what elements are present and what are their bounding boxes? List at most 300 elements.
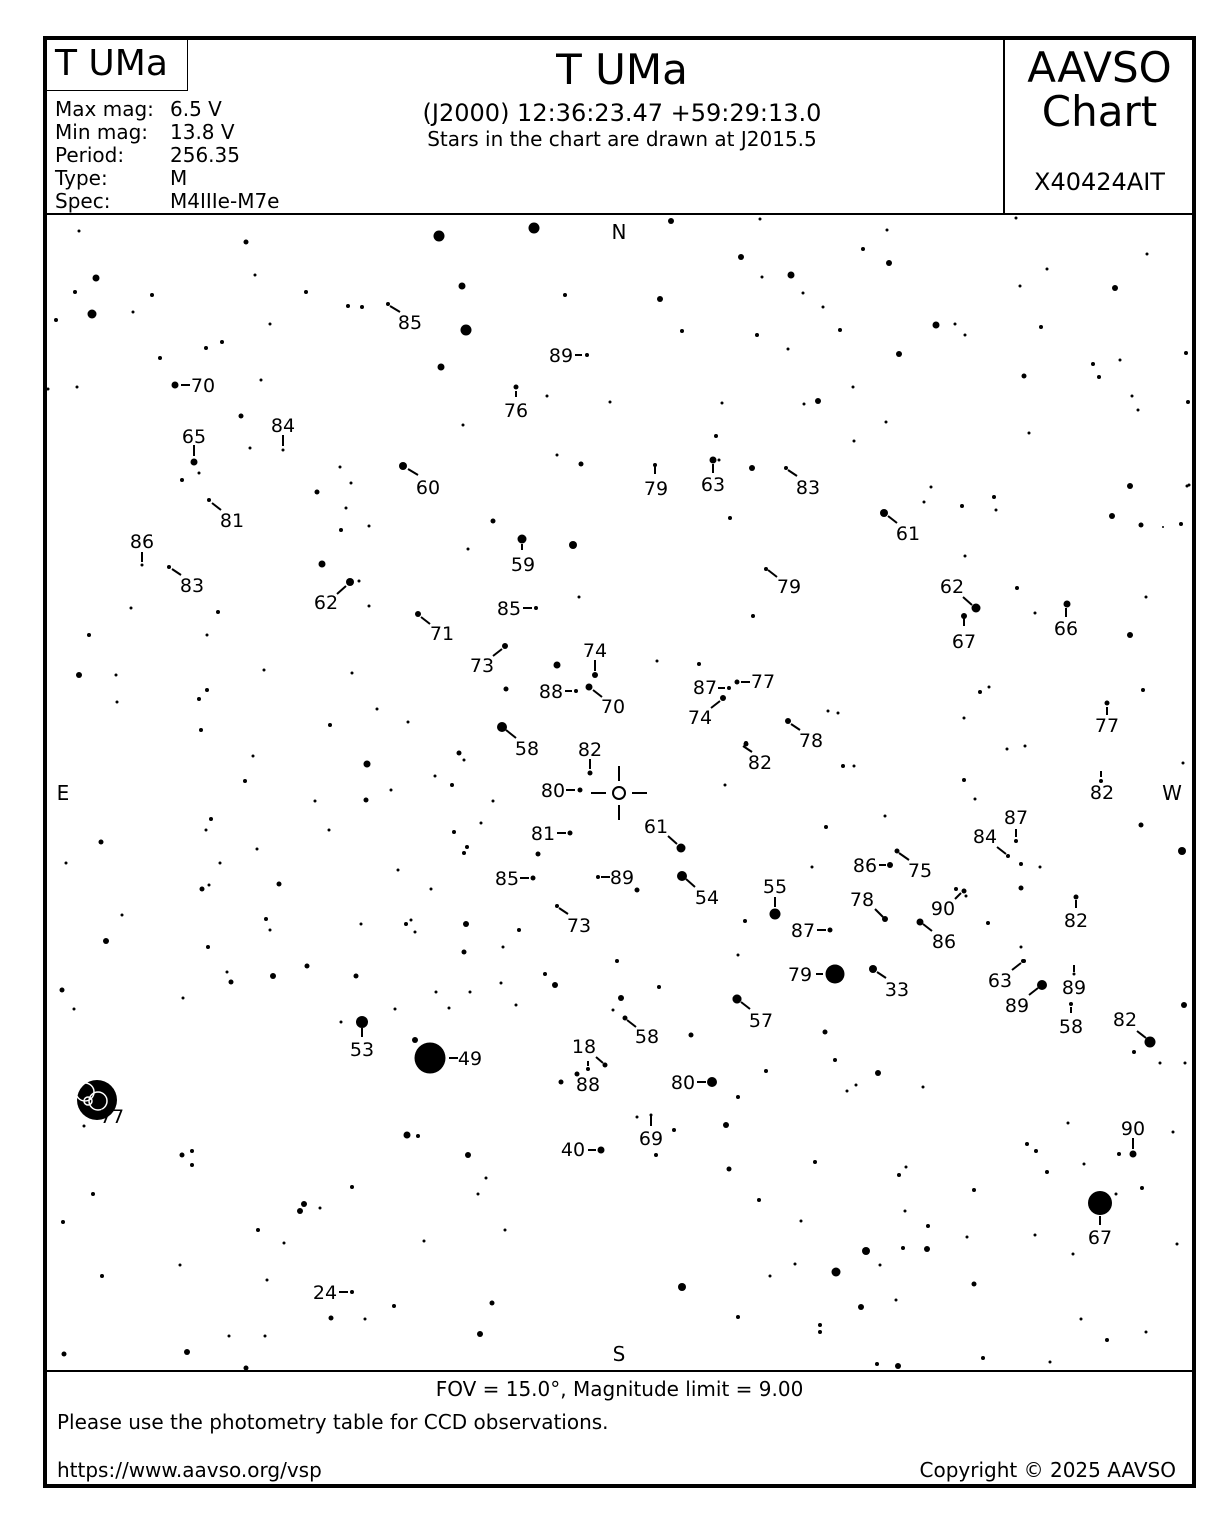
field-star	[350, 1185, 354, 1189]
field-star	[328, 829, 331, 832]
field-star	[457, 751, 462, 756]
comparison-star	[356, 1016, 368, 1028]
comparison-label: 82	[1112, 1009, 1138, 1031]
info-value: M	[170, 166, 188, 190]
field-star	[190, 1163, 194, 1167]
field-star	[315, 490, 320, 495]
comparison-star	[207, 498, 211, 502]
comparison-label: 87	[790, 920, 816, 942]
comparison-label: 88	[575, 1074, 601, 1096]
field-star	[346, 304, 350, 308]
field-star	[1145, 1331, 1148, 1334]
comparison-label: 63	[987, 970, 1013, 992]
field-star	[412, 1037, 418, 1043]
field-star	[206, 945, 210, 949]
comparison-labels	[100, 312, 1145, 1304]
comparison-star	[895, 849, 900, 854]
comparison-star	[880, 509, 888, 517]
field-star	[543, 972, 547, 976]
comparison-star	[720, 695, 726, 701]
chart-footer	[47, 1370, 1192, 1486]
field-star	[297, 1208, 303, 1214]
comparison-star	[1006, 854, 1010, 858]
comparison-label: 82	[577, 739, 603, 761]
field-star	[364, 1318, 367, 1321]
field-star	[1127, 483, 1133, 489]
field-star	[328, 723, 332, 727]
field-star	[855, 1084, 858, 1087]
comparison-star	[1145, 1037, 1156, 1048]
comparison-label: 75	[907, 860, 933, 882]
field-star	[813, 1160, 817, 1164]
field-star	[477, 1331, 483, 1337]
field-star	[252, 755, 255, 758]
field-star	[764, 1069, 768, 1073]
field-star	[465, 1152, 471, 1158]
comparison-star	[770, 909, 781, 920]
comparison-label: 49	[457, 1048, 483, 1070]
label-tick	[596, 1057, 603, 1063]
field-star	[1039, 866, 1042, 869]
field-star	[158, 356, 162, 360]
field-star	[340, 1021, 343, 1024]
comparison-label: 71	[429, 623, 455, 645]
field-star	[229, 980, 234, 985]
field-star	[100, 1274, 104, 1278]
field-star	[61, 1220, 65, 1224]
field-star	[736, 1095, 740, 1099]
comparison-star	[534, 606, 538, 610]
field-star	[88, 310, 97, 319]
field-star	[966, 1236, 969, 1239]
label-tick	[1137, 1031, 1146, 1038]
field-star	[132, 311, 135, 314]
field-star	[1034, 1234, 1037, 1237]
field-star	[256, 848, 259, 851]
field-star	[963, 717, 966, 720]
field-star	[862, 1247, 870, 1255]
field-star	[65, 862, 68, 865]
label-tick	[955, 893, 961, 899]
field-star	[759, 218, 762, 221]
comparison-star	[1130, 1151, 1137, 1158]
field-star	[668, 218, 674, 224]
comparison-label: 89	[548, 345, 574, 367]
comparison-label: 84	[972, 826, 998, 848]
field-star	[1145, 596, 1148, 599]
field-star	[800, 1220, 803, 1223]
star-dots	[47, 217, 1191, 1371]
field-star	[319, 561, 326, 568]
field-star	[414, 931, 417, 934]
field-star	[724, 784, 727, 787]
comparison-star	[585, 353, 589, 357]
label-tick	[1029, 988, 1038, 995]
field-star	[923, 501, 926, 504]
field-star	[738, 254, 744, 260]
field-star	[269, 323, 272, 326]
info-key: Type:	[55, 166, 108, 190]
info-row-type	[55, 167, 279, 190]
comparison-label: 76	[503, 400, 529, 422]
comparison-label: 78	[849, 889, 875, 911]
field-star	[618, 995, 624, 1001]
epoch-note: Stars in the chart are drawn at J2015.5	[427, 127, 817, 151]
comparison-star	[677, 844, 686, 853]
comparison-label: 89	[1061, 977, 1087, 999]
field-star	[47, 388, 50, 391]
label-tick	[875, 909, 883, 917]
field-star	[1112, 285, 1118, 291]
field-star	[1179, 522, 1183, 526]
label-tick	[668, 836, 677, 844]
info-row-spec	[55, 190, 279, 213]
field-star	[832, 1268, 841, 1277]
chart-title: T UMa	[556, 45, 688, 94]
field-star	[504, 1229, 507, 1232]
label-tick	[888, 516, 897, 523]
field-star	[87, 633, 91, 637]
field-star	[905, 1166, 908, 1169]
comparison-star	[1069, 1002, 1073, 1006]
comparison-label: 70	[190, 375, 216, 397]
field-star	[680, 329, 684, 333]
comparison-star	[167, 565, 171, 569]
field-star	[1015, 217, 1018, 220]
comparison-label: 88	[538, 681, 564, 703]
comparison-label: 87	[1003, 807, 1029, 829]
field-star	[249, 447, 252, 450]
info-key: Min mag:	[55, 120, 149, 144]
comparison-star	[531, 876, 536, 881]
field-star	[811, 866, 814, 869]
comparison-star	[574, 689, 578, 693]
field-star	[1067, 1122, 1070, 1125]
field-star	[78, 230, 81, 233]
field-star	[204, 346, 208, 350]
label-tick	[997, 847, 1006, 854]
field-star	[579, 462, 584, 467]
field-star	[972, 1282, 977, 1287]
field-star	[749, 465, 755, 471]
chart-id: X40424AIT	[1034, 168, 1165, 196]
comparison-label: 73	[566, 915, 592, 937]
field-star	[360, 305, 364, 309]
field-star	[256, 1228, 260, 1232]
comparison-star	[1022, 959, 1026, 963]
field-star	[368, 525, 371, 528]
field-star	[76, 386, 79, 389]
comparison-star	[555, 904, 559, 908]
field-star	[718, 459, 721, 462]
comparison-star	[1088, 1191, 1112, 1215]
field-star	[491, 519, 496, 524]
field-star	[116, 701, 119, 704]
field-star	[1022, 374, 1027, 379]
comparison-label: 85	[494, 868, 520, 890]
field-star	[841, 764, 845, 768]
field-star	[452, 830, 456, 834]
field-star	[200, 887, 205, 892]
field-star	[954, 887, 958, 891]
field-star	[552, 982, 558, 988]
comparison-star	[586, 1067, 590, 1071]
comparison-star	[1037, 980, 1047, 990]
field-star	[1097, 375, 1101, 379]
field-star	[1091, 362, 1095, 366]
aavso-label	[1005, 43, 1194, 136]
comparison-label: 74	[582, 640, 608, 662]
field-star	[897, 1173, 901, 1177]
field-star	[180, 1153, 185, 1158]
comparison-star	[502, 643, 508, 649]
field-star	[461, 325, 472, 336]
field-star	[995, 509, 998, 512]
label-tick	[899, 853, 909, 860]
field-star	[350, 482, 353, 485]
comparison-label: 54	[694, 887, 720, 909]
field-star	[397, 869, 400, 872]
comparison-label: 60	[415, 477, 441, 499]
field-star	[277, 882, 282, 887]
field-star	[727, 1167, 732, 1172]
label-tick	[506, 730, 516, 738]
comparison-label: 80	[540, 780, 566, 802]
field-star	[500, 982, 503, 985]
field-star	[1131, 395, 1134, 398]
field-star	[1176, 1243, 1179, 1246]
field-star	[822, 306, 825, 309]
field-star	[301, 1201, 307, 1207]
comparison-label: 86	[852, 855, 878, 877]
field-star	[529, 223, 540, 234]
field-star	[354, 974, 359, 979]
comparison-star	[588, 771, 593, 776]
comparison-label: 33	[884, 979, 910, 1001]
field-star	[254, 274, 257, 277]
field-star	[263, 669, 266, 672]
field-star	[723, 1122, 729, 1128]
comparison-label: 55	[762, 876, 788, 898]
field-star	[988, 686, 991, 689]
field-star	[1045, 1170, 1049, 1174]
field-star	[1015, 586, 1019, 590]
field-star	[578, 596, 581, 599]
field-star	[490, 1301, 495, 1306]
field-star	[54, 318, 58, 322]
direction-north: N	[611, 220, 627, 244]
field-star	[404, 922, 408, 926]
target-circle	[613, 787, 625, 799]
field-star	[901, 1246, 905, 1250]
field-star	[960, 504, 964, 508]
field-star	[269, 929, 272, 932]
field-star	[886, 260, 892, 266]
field-star	[485, 1177, 488, 1180]
field-star	[895, 1363, 901, 1369]
comparison-star	[497, 722, 507, 732]
comparison-label: 83	[795, 477, 821, 499]
field-star	[757, 1198, 761, 1202]
comparison-label: 62	[939, 576, 965, 598]
field-star	[448, 1007, 451, 1010]
comparison-star	[972, 604, 981, 613]
chart-header	[47, 40, 1192, 215]
field-star	[1140, 1186, 1144, 1190]
field-star	[827, 710, 830, 713]
field-star	[569, 541, 577, 549]
field-star	[1034, 612, 1037, 615]
field-star	[228, 1335, 231, 1338]
field-star	[714, 434, 718, 438]
field-star	[802, 292, 805, 295]
field-star	[678, 1283, 686, 1291]
comparison-star	[917, 919, 924, 926]
field-star	[657, 296, 663, 302]
field-star	[536, 852, 541, 857]
field-star	[345, 507, 348, 510]
comparison-label: 89	[609, 867, 635, 889]
field-star	[1137, 409, 1140, 412]
comparison-label: 74	[687, 707, 713, 729]
comparison-label: 61	[895, 523, 921, 545]
field-star	[198, 472, 201, 475]
field-star	[243, 779, 247, 783]
field-star	[1183, 850, 1186, 853]
comparison-star	[677, 871, 687, 881]
field-star	[93, 275, 100, 282]
field-star	[435, 991, 438, 994]
comparison-star	[415, 1043, 446, 1074]
comparison-label: 77	[750, 671, 776, 693]
field-star	[219, 862, 222, 865]
field-star	[339, 528, 343, 532]
field-star	[1162, 526, 1164, 528]
field-star	[182, 997, 185, 1000]
comparison-star	[141, 564, 144, 567]
field-star	[368, 605, 371, 608]
field-star	[434, 231, 445, 242]
comparison-label: 58	[634, 1026, 660, 1048]
field-star	[1072, 1253, 1075, 1256]
field-star	[654, 1153, 658, 1157]
comparison-label: 18	[571, 1036, 597, 1058]
label-tick	[711, 701, 720, 708]
comparison-star	[518, 535, 527, 544]
comparison-star	[826, 965, 845, 984]
comparison-star	[784, 466, 788, 470]
field-star	[220, 340, 224, 344]
comparison-star	[172, 382, 179, 389]
coordinates: (J2000) 12:36:23.47 +59:29:13.0	[422, 99, 822, 127]
field-star	[1139, 823, 1144, 828]
comparison-star	[962, 889, 967, 894]
ccd-note: Please use the photometry table for CCD observations.	[57, 1410, 609, 1434]
field-star	[351, 672, 354, 675]
field-star	[924, 1246, 930, 1252]
field-star	[697, 662, 701, 666]
comparison-label: 73	[469, 655, 495, 677]
label-tick	[337, 586, 346, 594]
label-tick	[686, 879, 695, 887]
field-star	[1141, 688, 1145, 692]
field-star	[208, 884, 211, 887]
field-star	[329, 1316, 334, 1321]
aavso-label-line2: Chart	[1041, 87, 1158, 136]
comparison-star	[346, 578, 354, 586]
comparison-star	[785, 718, 791, 724]
field-star	[199, 728, 203, 732]
field-star	[463, 921, 469, 927]
comparison-star	[586, 684, 593, 691]
field-star	[1172, 1131, 1175, 1134]
label-tick	[768, 570, 777, 577]
field-star	[861, 247, 865, 251]
field-star	[180, 478, 184, 482]
label-tick	[923, 924, 932, 931]
field-star	[837, 712, 840, 715]
label-tick	[493, 649, 502, 656]
field-star	[554, 662, 561, 669]
field-star	[130, 607, 133, 610]
comparison-label: 70	[600, 696, 626, 718]
vsp-url[interactable]: https://www.aavso.org/vsp	[57, 1458, 322, 1482]
field-star	[1039, 325, 1043, 329]
field-star	[364, 761, 371, 768]
comparison-label: 67	[1087, 1227, 1113, 1249]
field-star	[205, 829, 208, 832]
field-star	[875, 1362, 879, 1366]
field-star	[563, 293, 567, 297]
copyright: Copyright © 2025 AAVSO	[919, 1458, 1176, 1482]
field-star	[751, 614, 755, 618]
field-star	[556, 454, 559, 457]
comparison-label: 82	[747, 752, 773, 774]
field-star	[761, 276, 764, 279]
field-star	[1105, 1338, 1109, 1342]
field-star	[91, 1192, 95, 1196]
field-star	[930, 486, 933, 489]
aavso-label-line1: AAVSO	[1027, 43, 1172, 92]
comparison-star	[828, 928, 833, 933]
label-tick	[877, 972, 886, 978]
field-star	[73, 1008, 76, 1011]
field-star	[407, 721, 410, 724]
field-star	[636, 1116, 639, 1119]
field-star	[209, 817, 213, 821]
comparison-label: 58	[514, 738, 540, 760]
field-star	[721, 402, 724, 405]
direction-west: W	[1162, 781, 1182, 805]
field-star	[206, 634, 209, 637]
field-star	[1019, 285, 1022, 288]
comparison-label: 58	[1058, 1016, 1084, 1038]
comparison-star	[764, 567, 768, 571]
field-star	[656, 660, 659, 663]
comparison-label: 59	[510, 554, 536, 576]
field-star	[1049, 1361, 1052, 1364]
field-star	[1019, 886, 1024, 891]
field-star	[728, 516, 732, 520]
field-star	[430, 888, 433, 891]
comparison-label: 82	[1063, 910, 1089, 932]
field-star	[612, 1009, 615, 1012]
field-star	[184, 1349, 190, 1355]
comparison-label: 77	[1094, 715, 1120, 737]
comparison-label: 57	[748, 1010, 774, 1032]
aavso-box	[1003, 40, 1194, 213]
comparison-star	[707, 1077, 717, 1087]
